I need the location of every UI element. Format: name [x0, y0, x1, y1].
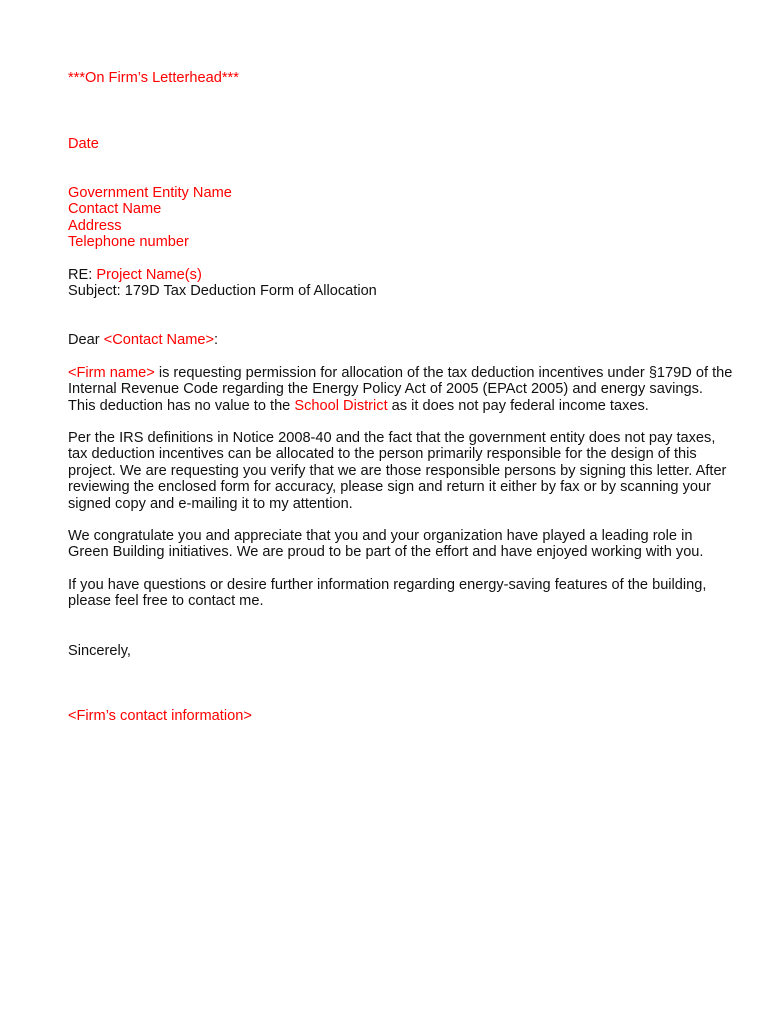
para2-line: reviewing the enclosed form for accuracy, please sign and return it either by fax or by scanning your — [68, 479, 711, 496]
firm-contact-info-placeholder: <Firm’s contact information> — [68, 708, 252, 724]
letterhead-placeholder: ***On Firm’s Letterhead*** — [68, 70, 239, 86]
paragraph-congratulations — [68, 528, 728, 561]
para1-line1: is requesting permission for allocation of the tax deduction incentives under §179D of the — [154, 365, 733, 381]
salutation-contact-placeholder: <Contact Name> — [103, 332, 215, 348]
project-name-placeholder: Project Name(s) — [96, 267, 202, 283]
salutation-colon: : — [214, 332, 219, 348]
paragraph-irs-definitions — [68, 430, 728, 512]
salutation-dear: Dear — [68, 332, 104, 348]
para4-line: please feel free to contact me. — [68, 593, 264, 610]
closing: Sincerely, — [68, 643, 131, 659]
para3-line: Green Building initiatives. We are proud to be part of the effort and have enjoyed working with you. — [68, 544, 704, 561]
subject-line: Subject: 179D Tax Deduction Form of Allocation — [68, 283, 377, 299]
date-placeholder: Date — [68, 136, 99, 152]
paragraph-request — [68, 365, 733, 414]
paragraph-questions — [68, 577, 728, 610]
para1-line3-pre: This deduction has no value to the — [68, 397, 295, 414]
recipient-contact-name: Contact Name — [68, 201, 162, 217]
para2-line: project. We are requesting you verify that we are those responsible persons by signing this letter. After — [68, 462, 727, 479]
para1-line2: Internal Revenue Code regarding the Energy Policy Act of 2005 (EPAct 2005) and energy savings. — [68, 381, 703, 398]
para2-line: signed copy and e-mailing it to my attention. — [68, 495, 353, 512]
school-district-placeholder: School District — [294, 397, 388, 414]
para3-line: We congratulate you and appreciate that you and your organization have played a leading role in — [68, 528, 693, 544]
salutation — [68, 332, 218, 348]
recipient-telephone: Telephone number — [68, 234, 189, 250]
para2-line: tax deduction incentives can be allocated to the person primarily responsible for the design of this — [68, 446, 697, 463]
firm-name-placeholder: <Firm name> — [68, 365, 155, 381]
re-label: RE: — [68, 267, 97, 283]
recipient-entity-name: Government Entity Name — [68, 185, 232, 201]
para1-line3-post: as it does not pay federal income taxes. — [387, 397, 649, 414]
para4-line: If you have questions or desire further information regarding energy-saving features of the building, — [68, 577, 707, 593]
re-line — [68, 267, 202, 283]
para2-line: Per the IRS definitions in Notice 2008-40 and the fact that the government entity does not pay taxes, — [68, 430, 716, 446]
recipient-address: Address — [68, 218, 122, 234]
